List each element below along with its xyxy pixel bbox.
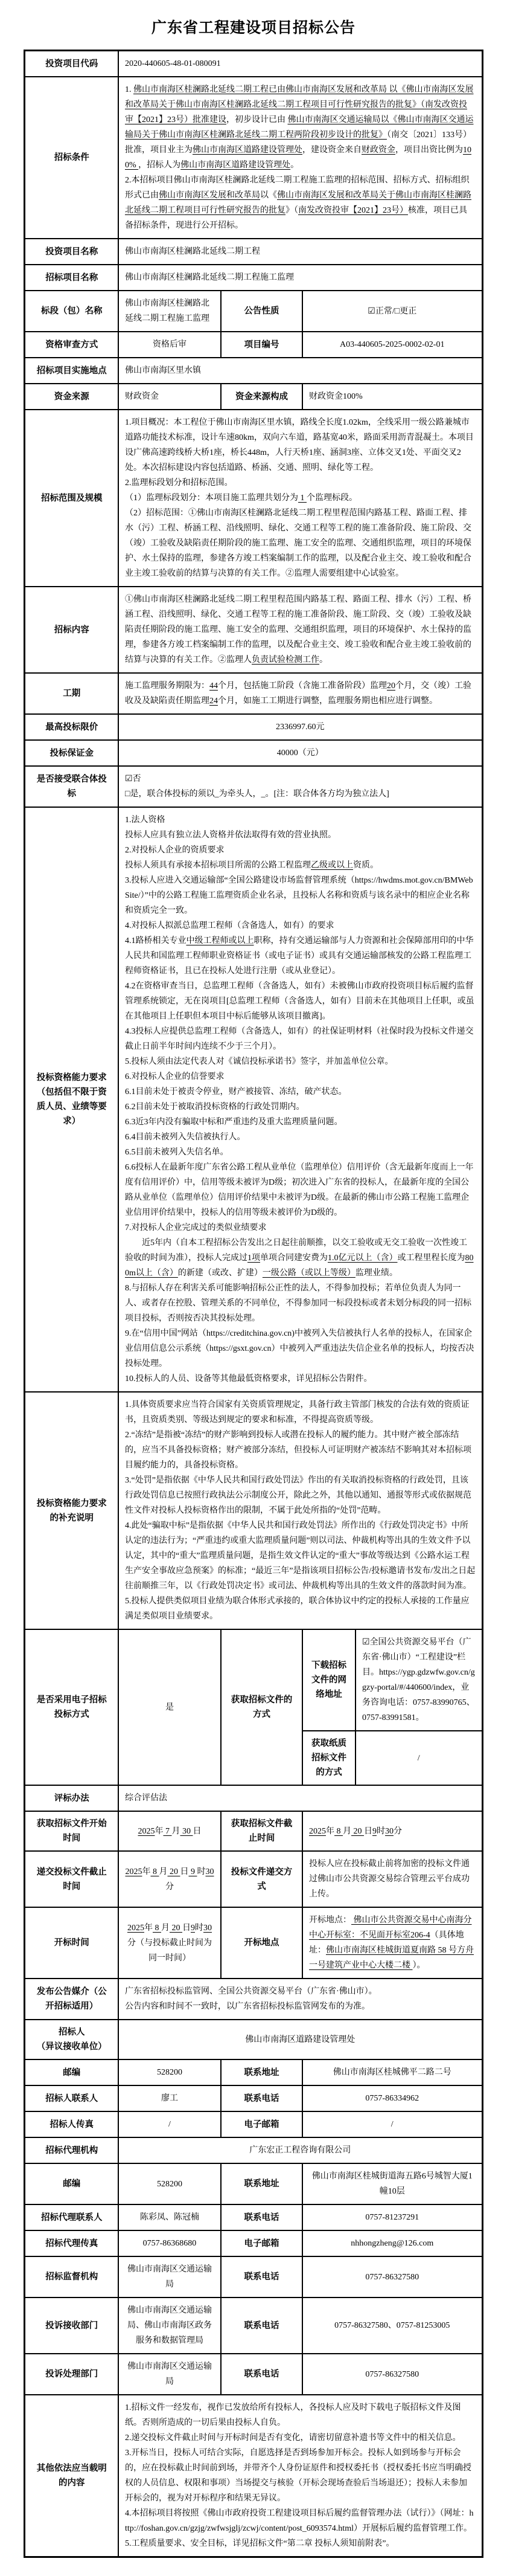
table-row	[25, 2085, 482, 2111]
table-row	[25, 1979, 482, 2020]
label-opening-place: 开标地点	[221, 1907, 302, 1979]
value-duration: 施工监理服务期限为：44个月，包括施工阶段（含施工准备阶段）监理20个月，交（竣）工验收及及缺陷责任期监理24个月，如施工工期进行调整，监理服务期也相应进行调整。	[118, 673, 482, 714]
label-agency-email: 电子邮箱	[221, 2230, 302, 2256]
value-funds: 财政资金	[118, 384, 221, 410]
value-paper-doc-method: /	[356, 1731, 482, 1785]
value-location: 佛山市南海区里水镇	[118, 358, 482, 384]
table-row	[25, 410, 482, 587]
value-section-name: 佛山市南海区桂澜路北延线二期工程施工监理	[118, 291, 221, 332]
label-paper-doc-method: 获取纸质招标文件的方式	[302, 1731, 356, 1785]
value-media: 广东省招标投标监管网、全国公共资源交易平台（广东省·佛山市）。 公告内容和时间不一致时，以广东省招标投标监管网发布的为准。	[118, 1979, 482, 2020]
table-row	[25, 2020, 482, 2059]
value-content: ①佛山市南海区桂澜路北延线二期工程里程范围内路基工程、路面工程、排水（污）工程、桥涵工程、沿线照明、绿化、交通工程等工程的施工准备阶段、施工阶段、交（竣）工验收及缺陷责任期阶段的施工监理、施工安全的监理、交通组织监理，项目的环境保护、水土保持的监理，参建各方竣工档案编制工作的监理，以及配合业主交、竣工验收和配合业主竣工验收前的结算与决算的有关工作。②监理人负责试验检测工作。	[118, 587, 482, 673]
value-tenderee-email: /	[302, 2111, 482, 2137]
value-tenderee-zip: 528200	[118, 2059, 221, 2085]
table-row	[25, 807, 482, 1392]
table-row	[25, 1851, 482, 1907]
label-tenderee-fax: 招标人传真	[25, 2111, 118, 2137]
table-row	[25, 384, 482, 410]
label-doc-obtain-method: 获取招标文件的方式	[221, 1629, 302, 1785]
label-qualification-req: 投标资格能力要求（包括但不限于资质人员、业绩等要求）	[25, 807, 118, 1392]
value-tenderee-phone: 0757-86334962	[302, 2085, 482, 2111]
label-funds-composition: 资金来源构成	[221, 384, 302, 410]
value-doc-end-time: 2025年 8 月 20 日9时30分	[302, 1811, 482, 1851]
label-complaint-handle: 投诉处理部门	[25, 2354, 118, 2395]
table-row	[25, 358, 482, 384]
table-row	[25, 2354, 482, 2395]
label-tenderee-address: 联系地址	[221, 2059, 302, 2085]
table-row	[25, 2204, 482, 2230]
label-tenderee-zip: 邮编	[25, 2059, 118, 2085]
label-supervisor-phone: 联系电话	[221, 2256, 302, 2297]
label-submission-method: 投标文件递交方式	[221, 1851, 302, 1907]
table-row	[25, 587, 482, 673]
value-complaint-handle: 佛山市南海区交通运输局	[118, 2354, 221, 2395]
label-duration: 工期	[25, 673, 118, 714]
value-agency-zip: 528200	[118, 2163, 221, 2204]
value-download-url: ☑全国公共资源交易平台（广东省·佛山市）“工程建设”栏目。https://ygp.gdzwfw.gov.cn/ggzy-portal/#/440600/index，业务咨询电话：0757-83990765、0757-83991581。	[356, 1629, 482, 1731]
value-opening-time: 2025年 8 月 20 日9时30分（与投标截止时间为同一时间）	[118, 1907, 221, 1979]
value-agency-phone: 0757-81237291	[302, 2204, 482, 2230]
label-submission-deadline: 递交投标文件截止时间	[25, 1851, 118, 1907]
label-tenderee-email: 电子邮箱	[221, 2111, 302, 2137]
label-doc-start-time: 获取招标文件开始时间	[25, 1811, 118, 1851]
label-project-no: 项目编号	[221, 332, 302, 358]
label-tenderee: 招标人 （异议接收单位）	[25, 2020, 118, 2059]
table-row	[25, 740, 482, 766]
value-evaluation: 综合评估法	[118, 1785, 482, 1811]
value-complaint-receive-phone: 0757-86327580、0757-81253005	[302, 2297, 482, 2354]
label-complaint-handle-phone: 联系电话	[221, 2354, 302, 2395]
label-complaint-receive: 投诉接收部门	[25, 2297, 118, 2354]
table-row	[25, 2297, 482, 2354]
label-notice-nature: 公告性质	[221, 291, 302, 332]
table-row	[25, 2256, 482, 2297]
table-row	[25, 714, 482, 740]
label-tender-name: 招标项目名称	[25, 265, 118, 291]
label-agency-address: 联系地址	[221, 2163, 302, 2204]
value-opening-place: 开标地点： 佛山市公共资源交易中心南海分中心开标室：不见面开标室206-4（具体地址：佛山市南海区桂城街道夏南路 58 号方舟一号建筑产业中心大楼二楼 ）。	[302, 1907, 482, 1979]
label-agency-contact: 招标代理联系人	[25, 2204, 118, 2230]
label-tender-conditions: 招标条件	[25, 77, 118, 239]
value-tenderee-contact: 廖工	[118, 2085, 221, 2111]
label-qualification-notes: 投标资格能力要求的补充说明	[25, 1392, 118, 1629]
table-row	[25, 1785, 482, 1811]
value-complaint-handle-phone: 0757-86327580	[302, 2354, 482, 2395]
label-section-name: 标段（包）名称	[25, 291, 118, 332]
value-agency-email: nhhongzheng@126.com	[302, 2230, 482, 2256]
table-row	[25, 332, 482, 358]
label-supervisor: 招标监督机构	[25, 2256, 118, 2297]
table-row	[25, 51, 482, 77]
value-agency-contact: 陈彩凤、陈冠楠	[118, 2204, 221, 2230]
value-max-price: 2336997.60元	[118, 714, 482, 740]
value-qualification-mode: 资格后审	[118, 332, 221, 358]
table-row	[25, 2230, 482, 2256]
value-qualification-req: 1.法人资格 投标人应具有独立法人资格并依法取得有效的营业执照。 2.对投标人企业的资质要求 投标人须具有承接本招标项目所需的公路工程监理乙级或以上资质。 3.投标人应进入交通运输部“全国公路建设市场监督管理系统（https://hwdms.mot.gov.cn/BMWebSite/）”中的公路工程施工监理资质企业名录，且投标人名称和资质与该名录中的相应企业名称和资质完全一致。 4.对投标人拟派总监理工程师（含备选人，如有）的要求 4.1路桥相关专业中级工程师或以上职称，持有交通运输部与人力资源和社会保障部用印的中华人民共和国监理工程师职业资格证书（或电子证书）或具有交通运输部核发的公路工程监理工程师资格证书，且已在投标人处进行注册（或从业登记）。 4.2在资格审查当日，总监理工程师（含备选人，如有）未被佛山市政府投资项目标后履约监督管理系统锁定，无在岗项目[总监理工程师（含备选人，如有）目前未在其他项目上任职，或虽在其他项目上任职但本项目中标后能够从该项目撤离]。 4.3投标人应提供总监理工程师（含备选人，如有）的社保证明材料（社保时段为投标文件递交截止日前半年时间内连续不少于三个月）。 5.投标人须由法定代表人对《诚信投标承诺书》签字，并加盖单位公章。 6.对投标人企业的信誉要求 6.1目前未处于被责令停业，财产被接管、冻结，破产状态。 6.2目前未处于被取消投标资格的行政处罚期内。 6.3近3年内没有骗取中标和严重违约及重大监理质量问题。 6.4目前未被列入失信被执行人。 6.5目前未被列入失信名单。 6.6投标人在最新年度广东省公路工程从业单位（监理单位）信用评价（含无最新年度而上一年度有信用评价）中，信用等级未被评为D级；初次进入广东省的投标人，在最新年度的全国公路从业单位（监理单位）信用评价结果中未被评为D级。在最新的佛山市公路工程施工监理企业信用评价结果中，投标人的信用等级未被评价为D级的。 7.对投标人企业完成过的类似业绩要求 近5年内（自本工程招标公告发出之日起往前顺推，以交工验收或无交工验收一次性竣工验收的时间为准），投标人完成过1项单项合同建安费为1.0亿元以上（含）或工程里程长度为800m以上（含）的新建（或改、扩建）一级公路（或以上等级）监理业绩。 8.与招标人存在利害关系可能影响招标公正性的法人，不得参加投标；若单位负责人为同一人、或者存在控股、管理关系的不同单位，不得参加同一标段投标或者未划分标段的同一招标项目投标，否则按否决其投标处理。 9.在“信用中国”网站（https://creditchina.gov.cn)中被列入失信被执行人名单的投标人，在国家企业信用信息公示系统（https://gsxt.gov.cn）中被列入严重违法失信企业名单的投标人，均按否决投标处理。 10.投标人的人员、设备等其他最低资格要求，详见招标公告附件。	[118, 807, 482, 1392]
label-location: 招标项目实施地点	[25, 358, 118, 384]
page-title: 广东省工程建设项目招标公告	[151, 19, 356, 36]
label-consortium: 是否接受联合体投标	[25, 766, 118, 807]
table-row	[25, 766, 482, 807]
label-doc-end-time: 获取招标文件截止时间	[221, 1811, 302, 1851]
value-project-no: A03-440605-2025-0002-02-01	[302, 332, 482, 358]
label-agency-phone: 联系电话	[221, 2204, 302, 2230]
table-row	[25, 2395, 482, 2557]
label-investment-name: 投资项目名称	[25, 239, 118, 265]
label-scope: 招标范围及规模	[25, 410, 118, 587]
label-agency-fax: 招标代理传真	[25, 2230, 118, 2256]
label-content: 招标内容	[25, 587, 118, 673]
value-tenderee-fax: /	[118, 2111, 221, 2137]
value-qualification-notes: 1.具体资质要求应当符合国家有关资质管理规定，具备行政主管部门核发的合法有效的资质证书，且资质类别、等级达到规定的要求和标准，不得提高资质等级。 2.“冻结”是指被“冻结”的财产影响到投标人或潜在投标人的履约能力。其中财产被全部冻结的，应当不具备投标资格；财产被部分冻结，但投标人可证明财产被冻结不影响其对本招标项目履约能力的，具备投标资格。 3.“处罚”是指依据《中华人民共和国行政处罚法》作出的有关取消投标资格的行政处罚，且该行政处罚信息已按照行政执法公示制度公开，除此之外，其他以通知、通报等形式或依据规范性文件对投标人投标资格作出的限制，不属于此处所指的“处罚”范畴。 4.此处“骗取中标”是指依据《中华人民共和国行政处罚法》所作出的《行政处罚决定书》中所认定的违法行为；“严重违约或重大监理质量问题”则以司法、仲裁机构等出具的生效文件予以认定，其中的“重大”监理质量问题，是指生效文件认定的“重大”事故等级达到《公路水运工程生产安全事故应急预案》的标准；“最近三年”是指该项目招标公告/投标邀请书发布/发出之日起往前顺推三年，以《行政处罚决定书》或司法、仲裁机构等出具的生效文件的落款时间为准。 5.投标人提供类似项目业绩为联合体形式承接的，联合体协议中约定的投标人承接的工作量应满足类似项目业绩要求。	[118, 1392, 482, 1629]
label-complaint-receive-phone: 联系电话	[221, 2297, 302, 2354]
value-agency: 广东宏正工程咨询有限公司	[118, 2137, 482, 2163]
label-e-bidding: 是否采用电子招标投标方式	[25, 1629, 118, 1785]
table-row	[25, 2111, 482, 2137]
label-qualification-mode: 资格审查方式	[25, 332, 118, 358]
label-media: 发布公告媒介（公开招标适用）	[25, 1979, 118, 2020]
label-max-price: 最高投标限价	[25, 714, 118, 740]
table-row	[25, 1392, 482, 1629]
table-row	[25, 2163, 482, 2204]
value-e-bidding: 是	[118, 1629, 221, 1785]
value-investment-code: 2020-440605-48-01-080091	[118, 51, 482, 77]
value-tenderee-address: 佛山市南海区桂城佛平二路二号	[302, 2059, 482, 2085]
table-row	[25, 239, 482, 265]
label-other: 其他依法应当载明的内容	[25, 2395, 118, 2557]
label-agency: 招标代理机构	[25, 2137, 118, 2163]
value-tender-name: 佛山市南海区桂澜路北延线二期工程施工监理	[118, 265, 482, 291]
value-agency-fax: 0757-86368680	[118, 2230, 221, 2256]
value-notice-nature-checkbox: ☑正常/□更正	[302, 291, 482, 332]
table-row	[25, 291, 482, 332]
table-row	[25, 2059, 482, 2085]
value-submission-deadline: 2025年 8 月 20 日 9 时30分	[118, 1851, 221, 1907]
label-investment-code: 投资项目代码	[25, 51, 118, 77]
value-bid-bond: 40000（元）	[118, 740, 482, 766]
label-agency-zip: 邮编	[25, 2163, 118, 2204]
label-bid-bond: 投标保证金	[25, 740, 118, 766]
label-tenderee-contact: 招标人联系人	[25, 2085, 118, 2111]
value-other: 1.招标文件一经发布，视作已发放给所有投标人，各投标人应及时下载电子版招标文件及图纸。否则所造成的一切后果由投标人自负。 2.递交投标文件截止时间与开标时间是否有变化，请密切留意补遗书等文件中的相关信息。 3.开标当日，投标人可结合实际，自愿选择是否到场参加开标会。投标人如到场参与开标会的，应在投标截止时间前到场，并带齐个人身份证原件和授权委托书（授权委托书应当明确授权的人员信息、权限和事项）当场提交与核验（开标会现场查验后当场退还）；投标人未参加开标会的，视为对开标程序和结果无异议。 4.本招标项目将按照《佛山市政府投资工程建设项目标后履约监督管理办法（试行）》（网址：http://foshan.gov.cn/gzjg/zwfwsjglj/zcwj/content/post_6093574.html）开展标后履约监督管理工作。 5.工程质量要求、安全目标，详见招标文件“第二章 投标人须知前附表”。	[118, 2395, 482, 2557]
value-consortium-checkbox: ☑否 □是，联合体投标的须以_为牵头人，_。[注：联合体各方均为独立法人]	[118, 766, 482, 807]
value-tender-conditions: 1. 佛山市南海区桂澜路北延线二期工程已由佛山市南海区发展和改革局 以《佛山市南海区发展和改革局关于佛山市南海区桂澜路北延线二期工程项目可行性研究报告的批复》（南发改资投审【2021】23号）批准建设，初步设计已由 佛山市南海区交通运输局以《佛山市南海区交通运输局关于佛山市南海区桂澜路北延线二期工程两阶段初步设计的批复》（南交〔2021〕133号）批准，项目业主为佛山市南海区道路建设管理处，建设资金来自财政资金，项目出资比例为100% ，招标人为佛山市南海区道路建设管理处。 2.本招标项目佛山市南海区桂澜路北延线二期工程施工监理的招标范围、招标方式、招标组织形式已由佛山市南海区发展和改革局以《佛山市南海区发展和改革局关于佛山市南海区桂澜路北延线二期工程项目可行性研究报告的批复》（南发改资投审【2021】23号）核准，项目已具备招标条件，现进行公开招标。	[118, 77, 482, 239]
value-tenderee: 佛山市南海区道路建设管理处	[118, 2020, 482, 2059]
value-investment-name: 佛山市南海区桂澜路北延线二期工程	[118, 239, 482, 265]
label-download-url: 下载招标文件的网络地址	[302, 1629, 356, 1731]
label-funds: 资金来源	[25, 384, 118, 410]
value-funds-composition: 财政资金100%	[302, 384, 482, 410]
announcement-table	[24, 50, 483, 2558]
table-row	[25, 1907, 482, 1979]
table-row	[25, 1629, 482, 1731]
value-scope: 1.项目概况：本工程位于佛山市南海区里水镇，路线全长度1.02km，全线采用一级公路兼城市道路功能技术标准，设计车速80km，双向六车道，路基宽40米，路面采用沥青混凝土。本项目设广佛高速跨线桥大桥1座，桥长448m，人行天桥1座、涵洞3座、立体交叉1处、平面交叉2处。本次招标建设内容包括道路、桥涵、交通、照明、绿化等工程。 2.监理标段划分和招标范围。 （1）监理标段划分：本项目施工监理共划分为 1 个监理标段。 （2）招标范围：①佛山市南海区桂澜路北延线二期工程里程范围内路基工程、路面工程、排水（污）工程、桥涵工程、沿线照明、绿化、交通工程等工程的施工准备阶段、施工阶段、交（竣）工验收及缺陷责任期阶段的施工监理、施工安全的监理、交通组织监理，项目的环境保护、水土保持的监理，参建各方竣工档案编制工作的监理，以及配合业主交、竣工验收和配合业主竣工验收前的结算与决算的有关工作。②监理人需要组建中心试验室。	[118, 410, 482, 587]
value-complaint-receive: 佛山市南海区交通运输局、佛山市南海区政务服务和数据管理局	[118, 2297, 221, 2354]
value-agency-address: 佛山市南海区桂城街道海五路6号城智大厦1幢10层	[302, 2163, 482, 2204]
label-evaluation: 评标办法	[25, 1785, 118, 1811]
table-row	[25, 1811, 482, 1851]
table-row	[25, 2137, 482, 2163]
value-submission-method: 投标人应在投标截止前将加密的投标文件通过佛山市公共资源交易综合管理云平台成功上传。	[302, 1851, 482, 1907]
value-supervisor-phone: 0757-86327580	[302, 2256, 482, 2297]
value-doc-start-time: 2025年 7 月 30 日	[118, 1811, 221, 1851]
table-row	[25, 265, 482, 291]
label-opening-time: 开标时间	[25, 1907, 118, 1979]
table-row	[25, 77, 482, 239]
table-row	[25, 673, 482, 714]
value-supervisor: 佛山市南海区交通运输局	[118, 2256, 221, 2297]
label-tenderee-phone: 联系电话	[221, 2085, 302, 2111]
